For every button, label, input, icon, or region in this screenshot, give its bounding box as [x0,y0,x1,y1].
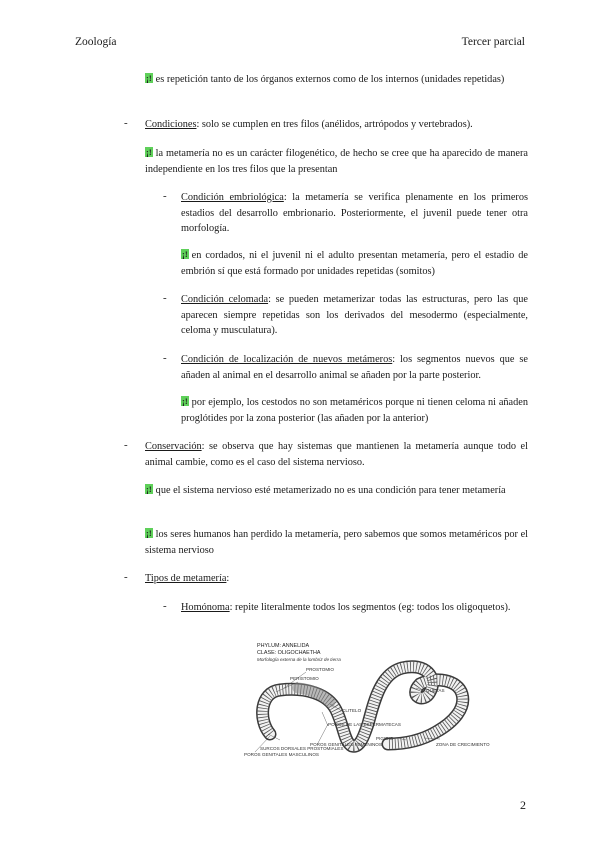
note-paragraph [181,395,528,426]
note-paragraph [145,527,528,558]
warning-mark-icon: ¡! [182,396,188,406]
label-quetas: QUETAS [426,688,445,693]
bullet-dash: - [163,600,167,612]
note-paragraph [145,483,528,499]
figure-subtitle: Morfología externa de la lombriz de tierra [257,657,341,662]
term-condiciones: Condiciones [145,119,197,130]
text-tipos: : [226,573,230,584]
text-condiciones: : solo se cumplen en tres filos (anélidos, artrópodos y vertebrados). [196,119,473,130]
bullet-dash: - [163,190,167,202]
bullet-embriologica [181,190,528,237]
page-number: 2 [520,798,526,812]
earthworm-figure [240,640,490,758]
label-clitelo: CLITELO [342,708,362,713]
note-text: por ejemplo, los cestodos no son metaméricos porque ni tienen celoma ni añaden proglótides por la zona posterior (las añaden por la anterior) [181,397,528,424]
term-celomada: Condición celomada [181,294,269,305]
text-homonoma: : repite literalmente todos los segmentos (eg: todos los oligoquetos). [229,602,511,613]
header-section: Tercer parcial [461,36,525,48]
term-localizacion: Condición de localización de nuevos metámeros [181,354,393,365]
bullet-conservacion [145,439,528,470]
figure-title-clase: CLASE: OLIGOCHAETHA [257,650,321,656]
term-embriologica: Condición embriológica [181,192,284,203]
note-paragraph [145,72,528,88]
label-zona-crecimiento: ZONA DE CRECIMIENTO [436,742,490,747]
text-embriologica: : la metamería se verifica plenamente en los primeros estadios del desarrollo embrionario. Posteriormente, el juvenil puede tener otra morfología. [181,192,528,234]
header-subject: Zoología [75,36,117,48]
bullet-celomada [181,292,528,339]
bullet-dash: - [163,352,167,364]
warning-mark-icon: ¡! [146,73,152,83]
text-localizacion: : los segmentos nuevos que se añaden al animal en el desarrollo animal se añaden por la parte posterior. [181,354,528,381]
note-text: es repetición tanto de los órganos externos como de los internos (unidades repetidas) [155,74,505,85]
bullet-condiciones [145,117,528,133]
note-text: que el sistema nervioso esté metamerizado no es una condición para tener metamería [155,485,506,496]
label-peristomio: PERISTOMIO [290,676,319,681]
bullet-dash: - [124,439,128,451]
warning-mark-icon: ¡! [146,528,152,538]
bullet-homonoma [181,600,528,616]
label-prostomio: PROSTOMIO [306,667,334,672]
warning-mark-icon: ¡! [146,147,152,157]
figure-title-phylum: PHYLUM: ANNELIDA [257,643,310,649]
warning-mark-icon: ¡! [146,484,152,494]
bullet-tipos [145,571,528,587]
note-paragraph [145,146,528,177]
bullet-dash: - [124,117,128,129]
bullet-dash: - [124,571,128,583]
term-conservacion: Conservación [145,441,202,452]
note-text: en cordados, ni el juvenil ni el adulto presentan metamería, pero el estadio de embrión sí que está formado por unidades repetidas (somitos) [181,250,528,277]
term-homonoma: Homónoma [181,602,230,613]
text-conservacion: : se observa que hay sistemas que mantienen la metamería aunque todo el animal cambie, como es el caso del sistema nervioso. [145,441,528,468]
warning-mark-icon: ¡! [182,249,188,259]
note-paragraph [181,248,528,279]
bullet-dash: - [163,292,167,304]
label-poros-espermatecas: POROS DE LAS ESPERMATECAS [328,722,401,727]
note-text: los seres humanos han perdido la metamería, pero sabemos que somos metaméricos por el sistema nervioso [145,529,528,556]
term-tipos: Tipos de metamería [145,573,227,584]
text-celomada: : se pueden metamerizar todas las estructuras, pero las que aparecen siempre repetidas son los derivados del mesodermo (especialmente, celoma y musculatura). [181,294,528,336]
label-surcos: SURCOS DORSALES PROSTOMIALES [260,746,344,751]
label-pigidio: PIGIDIO [376,736,394,741]
label-poros-genitales: POROS GENITALES FEMENINOS [310,742,382,747]
note-text: la metamería no es un carácter filogenético, de hecho se cree que ha aparecido de manera independiente en los tres filos que la presentan [145,148,528,175]
label-poros-masculinos: POROS GENITALES MASCULINOS [244,752,319,757]
bullet-localizacion [181,352,528,383]
